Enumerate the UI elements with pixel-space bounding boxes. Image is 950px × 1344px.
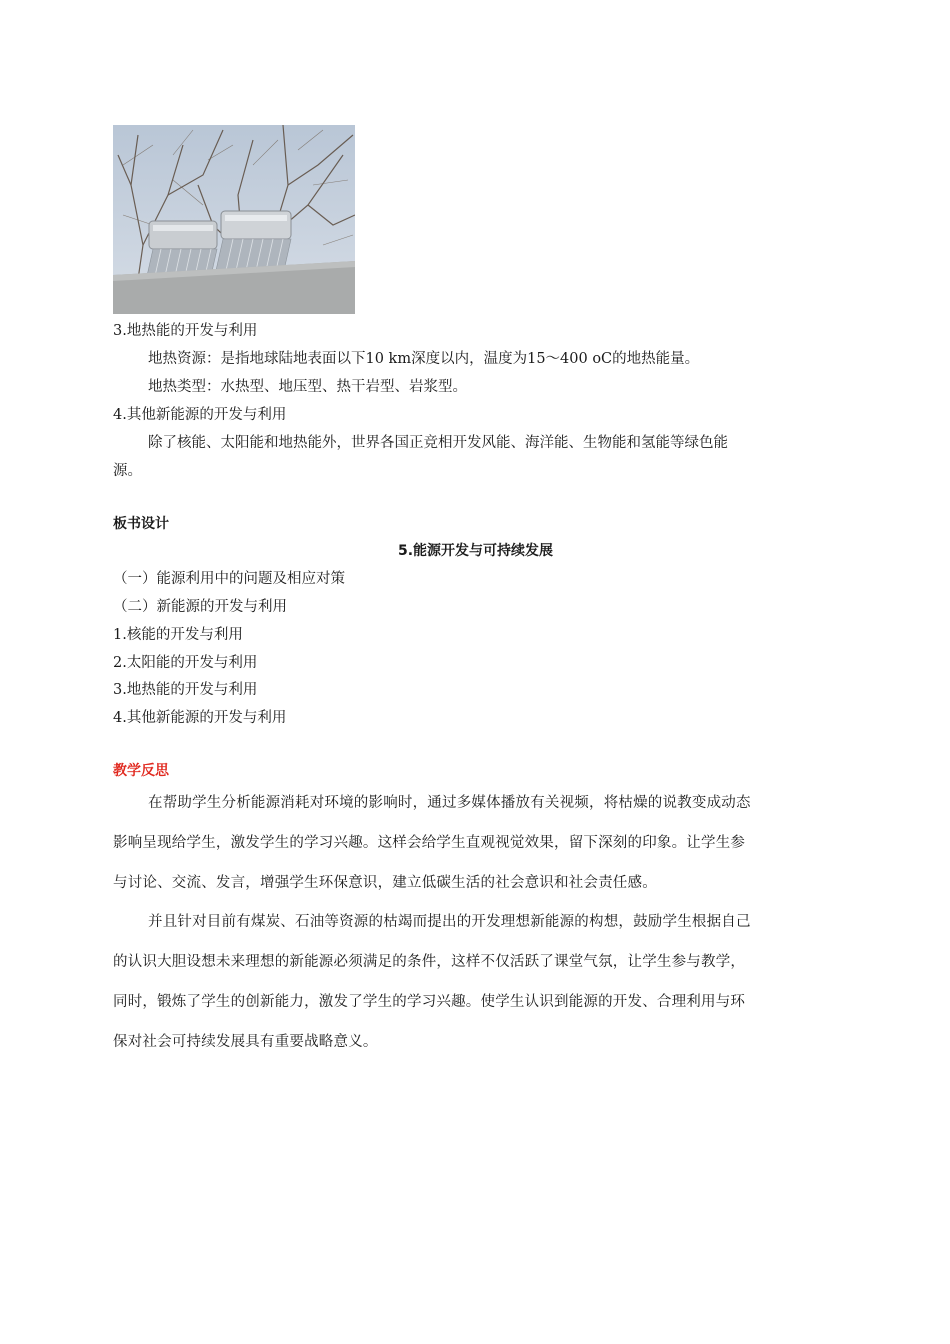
reflection-p2-line: 同时，锻炼了学生的创新能力，激发了学生的学习兴趣。使学生认识到能源的开发、合理利用与环 — [113, 994, 746, 1010]
board-item: 2.太阳能的开发与利用 — [113, 655, 258, 671]
reflection-p2-line: 的认识大胆设想未来理想的新能源必须满足的条件，这样不仅活跃了课堂气氛，让学生参与教学， — [113, 954, 746, 970]
board-design-label: 板书设计 — [113, 516, 169, 532]
board-item: 1.核能的开发与利用 — [113, 627, 243, 643]
reflection-p2-line: 并且针对目前有煤炭、石油等资源的枯竭而提出的开发理想新能源的构想，鼓励学生根据自己 — [148, 914, 751, 930]
geo-resource-text: 地热资源：是指地球陆地表面以下10 km深度以内，温度为15～400 oC的地热能量。 — [148, 351, 700, 367]
other-text-line2: 源。 — [113, 463, 142, 479]
other-text-line1: 除了核能、太阳能和地热能外，世界各国正竞相开发风能、海洋能、生物能和氢能等绿色能 — [148, 435, 728, 451]
photo-illustration — [113, 125, 355, 314]
reflection-p1-line: 影响呈现给学生，激发学生的学习兴趣。这样会给学生直观视觉效果，留下深刻的印象。让学生参 — [113, 835, 746, 851]
reflection-p1-line: 在帮助学生分析能源消耗对环境的影响时，通过多媒体播放有关视频，将枯燥的说教变成动态 — [148, 795, 751, 811]
board-item: 3.地热能的开发与利用 — [113, 682, 258, 698]
reflection-label: 教学反思 — [113, 763, 169, 779]
geo-types-text: 地热类型：水热型、地压型、热干岩型、岩浆型。 — [148, 379, 467, 395]
reflection-p1-line: 与讨论、交流、发言，增强学生环保意识，建立低碳生活的社会意识和社会责任感。 — [113, 875, 657, 891]
board-item: （二）新能源的开发与利用 — [113, 599, 287, 615]
solar-water-heater-photo — [113, 125, 355, 314]
board-item: 4.其他新能源的开发与利用 — [113, 710, 287, 726]
geo-heading: 3.地热能的开发与利用 — [113, 323, 258, 339]
other-heading: 4.其他新能源的开发与利用 — [113, 407, 287, 423]
board-item: （一）能源利用中的问题及相应对策 — [113, 571, 345, 587]
reflection-p2-line: 保对社会可持续发展具有重要战略意义。 — [113, 1034, 378, 1050]
board-title: 5.能源开发与可持续发展 — [398, 543, 554, 559]
